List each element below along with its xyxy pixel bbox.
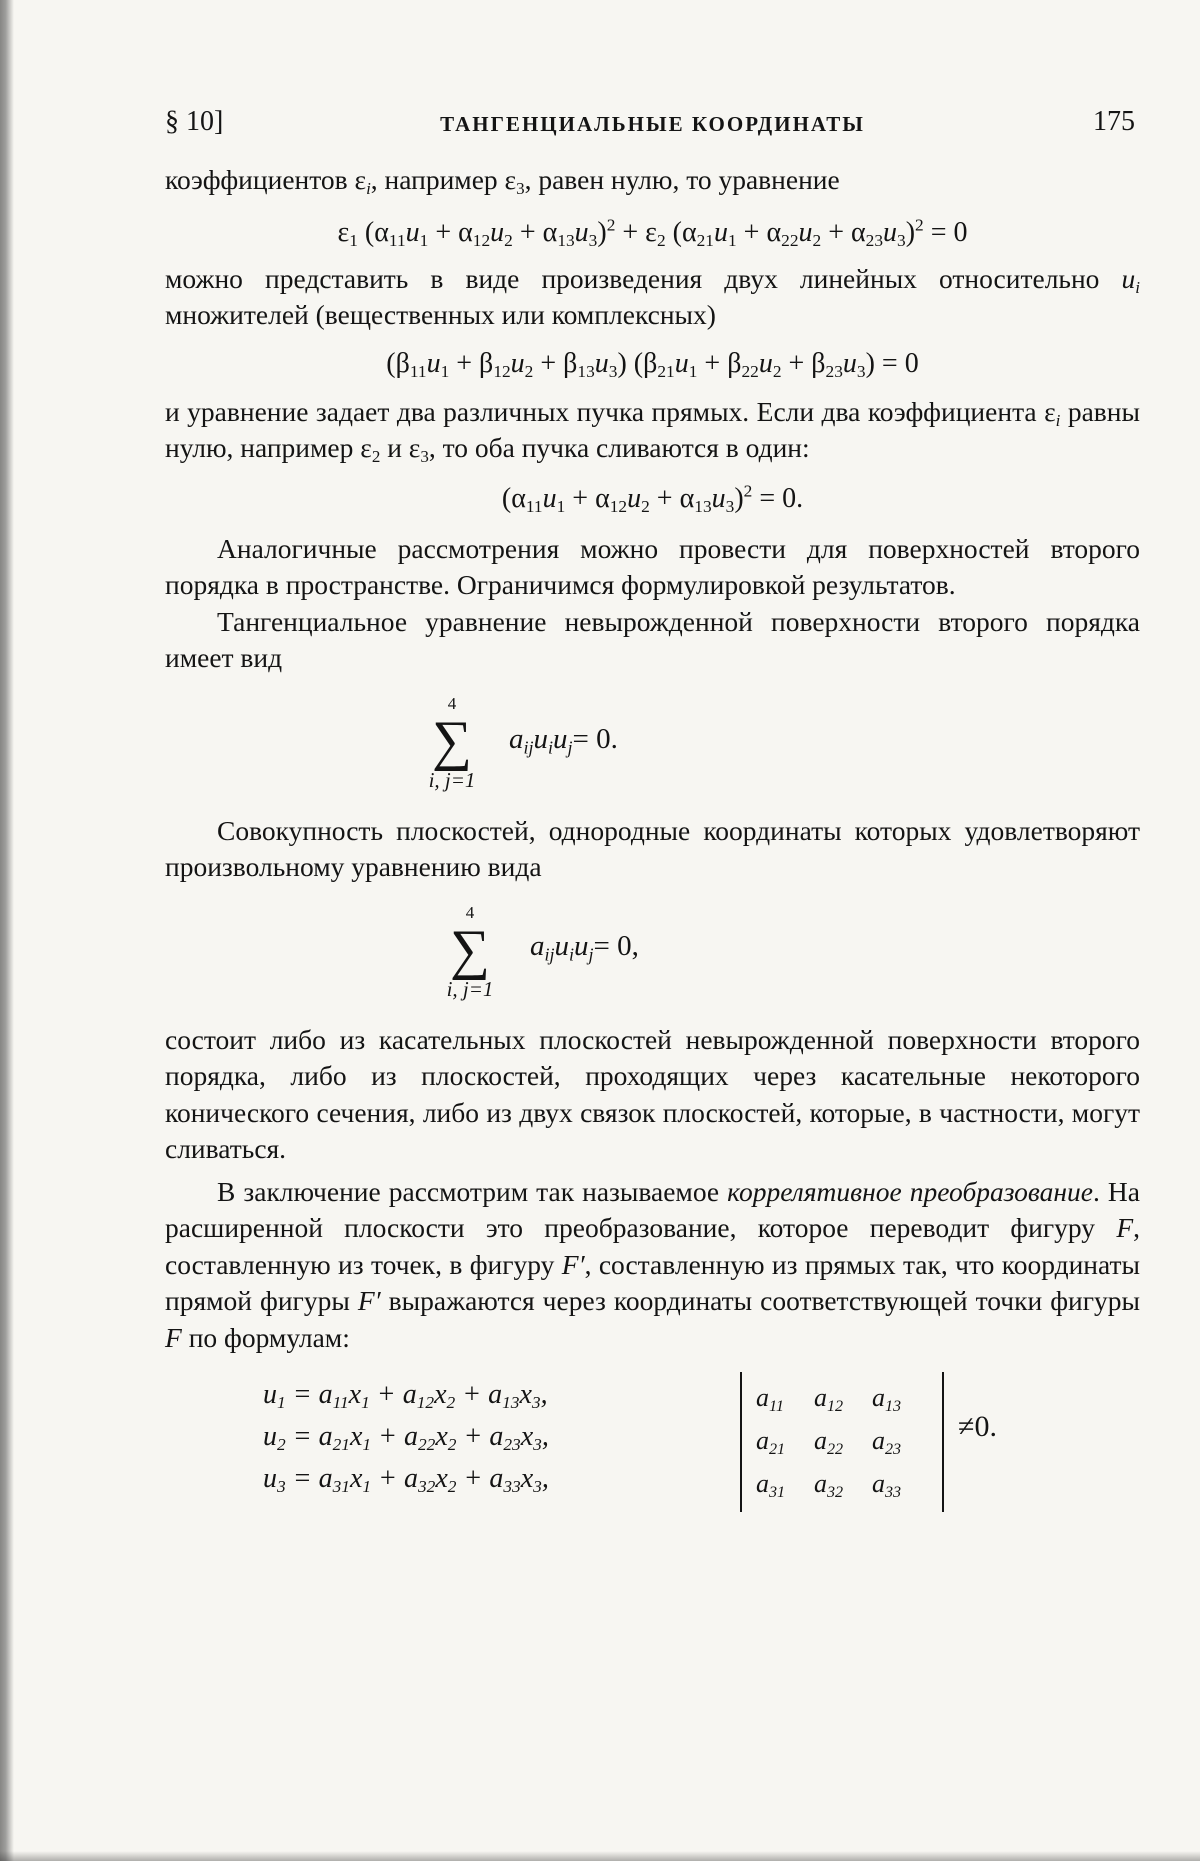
paragraph-5: Тангенциальное уравнение невырожденной поверхности второго порядка имеет вид xyxy=(165,605,1140,673)
correlative-transform-system xyxy=(165,1374,1140,1524)
paragraph-7: состоит либо из касательных плоскостей невырожденной поверхности второго порядка, либо из плоскостей, проходящих через касательные некоторого конического сечения, либо из двух связок плоскостей, которые, в частности, могут сливаться. xyxy=(165,1023,1140,1164)
transform-equations: $u_1 = a_{11}x_1 + a_{12}x_2 + a_{13}x_3$, $u_2 = a_{21}x_1 + a_{22}x_2 + a_{23}x_3$, $u_3 = a_{31}x_1 + a_{32}x_2 + a_{33}x_3$, xyxy=(263,1379,549,1497)
sum-body: $a_{ij}u_iu_j= 0$, xyxy=(530,929,639,964)
equation-tangential-sum xyxy=(165,677,1140,805)
paragraph-8: В заключение рассмотрим так называемое коррелятивное преобразование. На расширенной плоскости это преобразование, которое переводит фигуру F, составленную из точек, в фигуру F′, составленную из прямых так, что координаты прямой фигуры F′ выражаются через координаты соответствующей точки фигуры F по формулам: xyxy=(165,1175,1140,1353)
equation-quadratic-split: $\varepsilon_1$ $(\alpha_{11}u_1 + \alpha_{12}u_2 + \alpha_{13}u_3)^2 + \varepsilon_2$ $(\alpha_{21}u_1 + \alpha_{22}u_2 + \alpha_{23}u_3)^2 = 0$ xyxy=(337,215,968,250)
book-page xyxy=(165,100,1140,1524)
section-marker: § 10] xyxy=(165,106,224,137)
chapter-title: ТАНГЕНЦИАЛЬНЫЕ КООРДИНАТЫ xyxy=(440,112,865,136)
paragraph-6: Совокупность плоскостей, однородные координаты которых удовлетворяют произвольному уравнению вида xyxy=(165,814,1140,882)
page-number: 175 xyxy=(1093,106,1135,137)
summation-sign: 4 ∑ i, j=1 xyxy=(446,902,494,1001)
equation-arbitrary-sum xyxy=(165,886,1140,1014)
paragraph-4: Аналогичные рассмотрения можно провести для поверхностей второго порядка в пространстве. Ограничимся формулировкой результатов. xyxy=(165,532,1140,600)
running-head xyxy=(165,100,1140,140)
paragraph-3: и уравнение задает два различных пучка прямых. Если два коэффициента $\varepsilon_i$ равны нулю, например $\varepsilon_2$ и $\varepsilon_3$, то оба пучка сливаются в один: xyxy=(165,395,1140,467)
equation-single-pencil: $(\alpha_{11}u_1 + \alpha_{12}u_2 + \alpha_{13}u_3)^2 = 0$. xyxy=(501,481,804,516)
summation-sign: 4 ∑ i, j=1 xyxy=(428,693,476,792)
determinant: $a_{11}$ $a_{12}$ $a_{13}$ $a_{21}$ $a_{22}$ $a_{23}$ $a_{31}$ $a_{32}$ $a_{33}$ xyxy=(740,1372,944,1512)
scan-edge-shadow xyxy=(0,0,14,1861)
sum-body: $a_{ij}u_iu_j= 0$. xyxy=(509,722,618,757)
paragraph-1: коэффициентов $\varepsilon_i$, например $\varepsilon_3$, равен нулю, то уравнение xyxy=(165,164,840,199)
scan-bottom-shadow xyxy=(0,1851,1200,1861)
nonzero-condition: ≠0. xyxy=(958,1410,997,1443)
equation-product: $(\beta_{11}u_1 + \beta_{12}u_2 + \beta_{13}u_3) (\beta_{21}u_1 + \beta_{22}u_2 + \beta_{23}u_3) = 0$ xyxy=(386,347,919,381)
paragraph-2: можно представить в виде произведения двух линейных относительно $u_i$ множителей (вещественных или комплексных) xyxy=(165,262,1140,330)
